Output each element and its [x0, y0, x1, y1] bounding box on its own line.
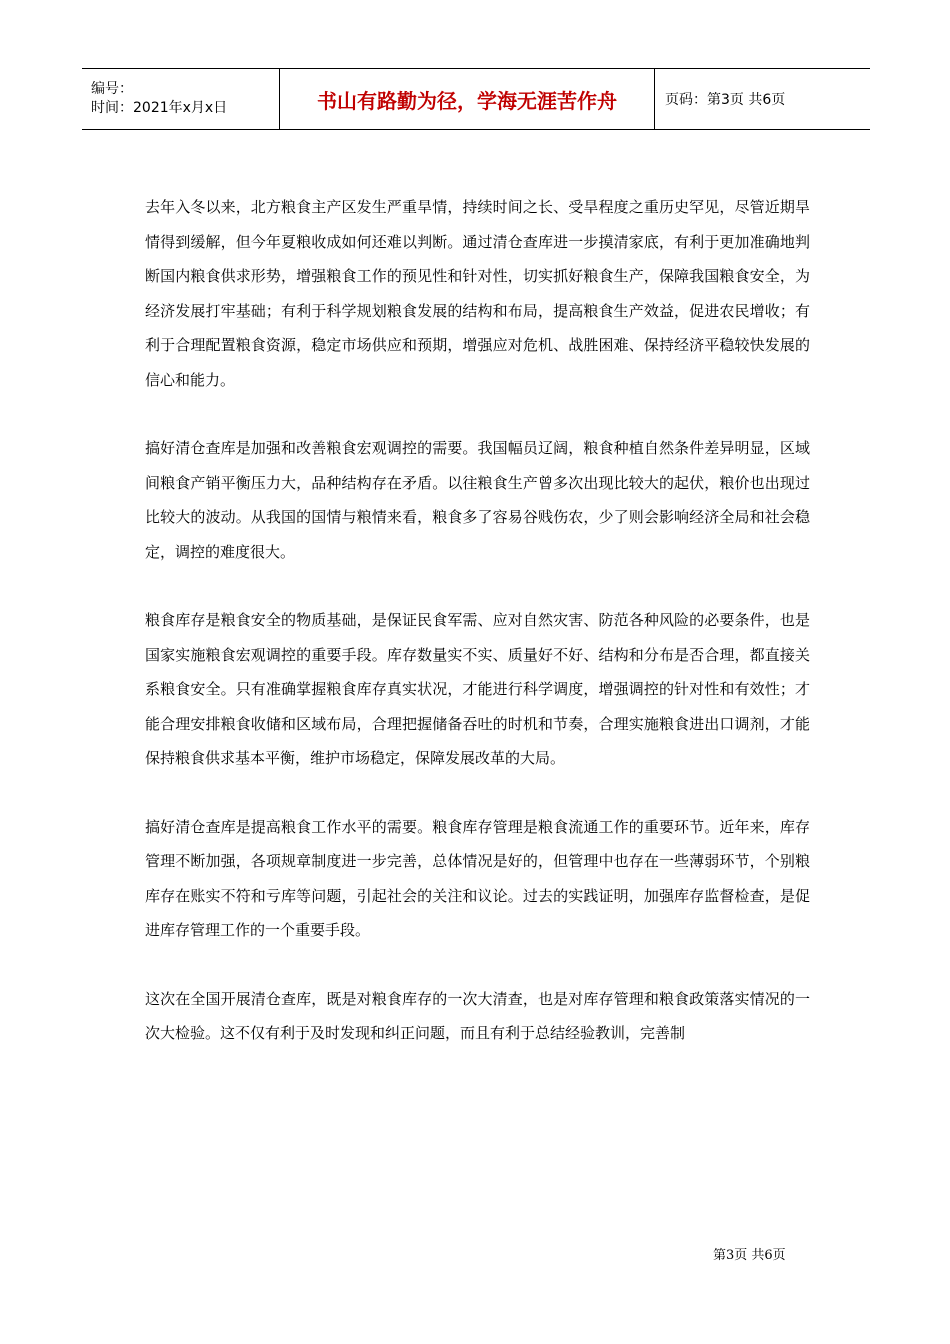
- motto-text: 书山有路勤为径，学海无涯苦作舟: [317, 88, 617, 113]
- number-label: 编号：: [91, 81, 133, 97]
- header-meta: [82, 69, 280, 129]
- paragraph: 去年入冬以来，北方粮食主产区发生严重旱情，持续时间之长、受旱程度之重历史罕见，尽管近期旱情得到缓解，但今年夏粮收成如何还难以判断。通过清仓查库进一步摸清家底，有利于更加准确地判断国内粮食供求形势，增强粮食工作的预见性和针对性，切实抓好粮食生产，保障我国粮食安全，为经济发展打牢基础；有利于科学规划粮食发展的结构和布局，提高粮食生产效益，促进农民增收；有利于合理配置粮食资源，稳定市场供应和预期，增强应对危机、战胜困难、保持经济平稳较快发展的信心和能力。: [145, 198, 810, 389]
- paragraph: 搞好清仓查库是加强和改善粮食宏观调控的需要。我国幅员辽阔，粮食种植自然条件差异明显，区域间粮食产销平衡压力大，品种结构存在矛盾。以往粮食生产曾多次出现比较大的起伏，粮价也出现过比较大的波动。从我国的国情与粮情来看，粮食多了容易谷贱伤农，少了则会影响经济全局和社会稳定，调控的难度很大。: [145, 439, 810, 561]
- page-info-text: 页码：第3页 共6页: [665, 92, 786, 108]
- document-body: [145, 190, 810, 1085]
- time-label: 时间：2021年x月x日: [91, 100, 228, 116]
- footer-page-number: 第3页 共6页: [713, 1248, 786, 1263]
- paragraph: 这次在全国开展清仓查库，既是对粮食库存的一次大清查，也是对库存管理和粮食政策落实情况的一次大检验。这不仅有利于及时发现和纠正问题，而且有利于总结经验教训，完善制: [145, 989, 810, 1042]
- page-footer: [713, 1244, 786, 1263]
- paragraph: 搞好清仓查库是提高粮食工作水平的需要。粮食库存管理是粮食流通工作的重要环节。近年来，库存管理不断加强，各项规章制度进一步完善，总体情况是好的，但管理中也存在一些薄弱环节，个别粮库存在账实不符和亏库等问题，引起社会的关注和议论。过去的实践证明，加强库存监督检查，是促进库存管理工作的一个重要手段。: [145, 817, 810, 939]
- header-motto: [280, 69, 655, 129]
- header-page-info: [655, 69, 870, 129]
- paragraph: 粮食库存是粮食安全的物质基础，是保证民食军需、应对自然灾害、防范各种风险的必要条件，也是国家实施粮食宏观调控的重要手段。库存数量实不实、质量好不好、结构和分布是否合理，都直接关系粮食安全。只有准确掌握粮食库存真实状况，才能进行科学调度，增强调控的针对性和有效性；才能合理安排粮食收储和区域布局，合理把握储备吞吐的时机和节奏，合理实施粮食进出口调剂，才能保持粮食供求基本平衡，维护市场稳定，保障发展改革的大局。: [145, 611, 810, 767]
- document-header: [82, 68, 870, 130]
